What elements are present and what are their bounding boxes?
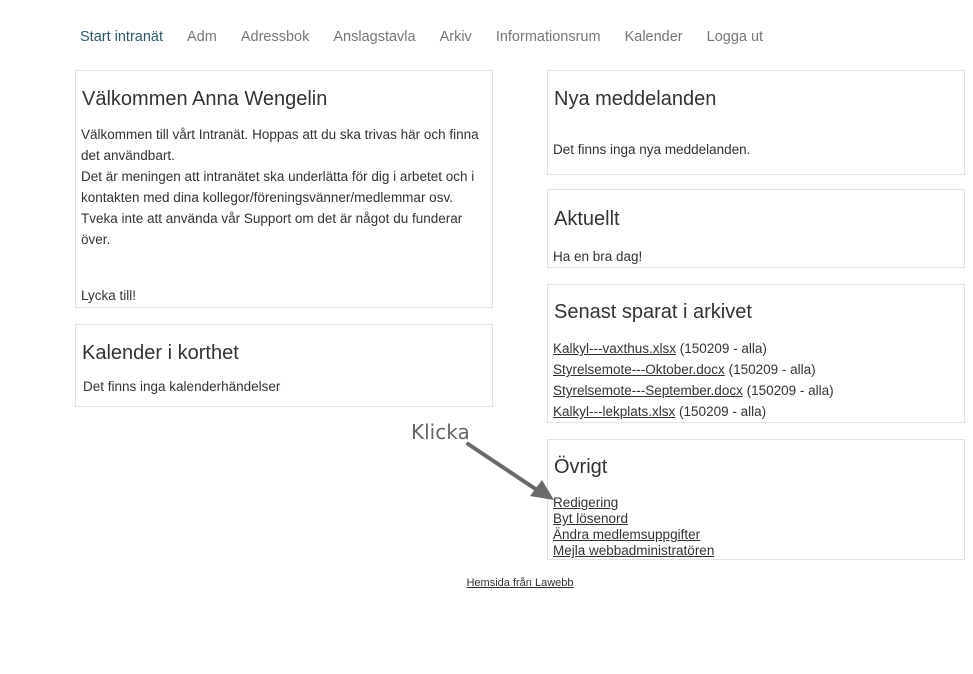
nav-arkiv[interactable]: Arkiv (439, 29, 472, 45)
archive-file-link[interactable]: Styrelsemote---Oktober.docx (553, 362, 725, 377)
archive-item-meta: (150209 - alla) (679, 404, 767, 419)
welcome-para-2: Det är meningen att intranätet ska underlätta för dig i arbetet och i kontakten med dina kollegor/föreningsvänner/medlemmar osv. (81, 169, 475, 205)
other-links (553, 495, 714, 559)
archive-list (553, 338, 834, 422)
nav-anslagstavla[interactable]: Anslagstavla (333, 29, 416, 45)
calendar-panel (75, 324, 493, 407)
archive-panel (547, 284, 965, 423)
archive-item (553, 380, 834, 401)
link-mejla-webbadministratoren[interactable]: Mejla webbadministratören (553, 543, 715, 558)
welcome-luck: Lycka till! (81, 288, 137, 303)
other-title: Övrigt (554, 456, 608, 478)
news-title: Nya meddelanden (554, 88, 717, 110)
archive-file-link[interactable]: Styrelsemote---September.docx (553, 383, 743, 398)
archive-item (553, 338, 834, 359)
archive-item-meta: (150209 - alla) (746, 383, 834, 398)
link-andra-medlemsuppgifter[interactable]: Ändra medlemsuppgifter (553, 527, 701, 542)
main-nav (80, 28, 787, 46)
calendar-title: Kalender i korthet (82, 342, 239, 364)
welcome-para-1: Välkommen till vårt Intranät. Hoppas att du ska trivas här och finna det användbart. (81, 127, 479, 163)
link-redigering[interactable]: Redigering (553, 495, 619, 510)
welcome-para-3: Tveka inte att använda vår Support om det är något du funderar över. (81, 211, 463, 247)
arrow-icon (460, 438, 560, 508)
footer (0, 577, 973, 589)
nav-kalender[interactable]: Kalender (624, 29, 683, 45)
archive-item (553, 401, 834, 422)
nav-logga-ut[interactable]: Logga ut (706, 29, 764, 45)
welcome-panel (75, 70, 493, 308)
archive-file-link[interactable]: Kalkyl---lekplats.xlsx (553, 404, 676, 419)
archive-title: Senast sparat i arkivet (554, 301, 752, 323)
archive-item (553, 359, 834, 380)
nav-start-intranat[interactable]: Start intranät (80, 29, 164, 45)
nav-adm[interactable]: Adm (187, 29, 217, 45)
current-title: Aktuellt (554, 208, 620, 230)
nav-informationsrum[interactable]: Informationsrum (495, 29, 601, 45)
nav-adressbok[interactable]: Adressbok (240, 29, 310, 45)
welcome-title: Välkommen Anna Wengelin (82, 88, 328, 110)
footer-link[interactable]: Hemsida från Lawebb (466, 577, 574, 589)
callout-label: Klicka (411, 420, 470, 444)
news-panel (547, 70, 965, 175)
welcome-text (81, 124, 486, 250)
archive-item-meta: (150209 - alla) (728, 362, 816, 377)
archive-item-meta: (150209 - alla) (679, 341, 767, 356)
calendar-empty-text: Det finns inga kalenderhändelser (83, 379, 281, 394)
other-panel (547, 439, 965, 560)
current-panel (547, 189, 965, 268)
link-byt-losenord[interactable]: Byt lösenord (553, 511, 629, 526)
news-empty-text: Det finns inga nya meddelanden. (553, 142, 751, 157)
current-text: Ha en bra dag! (553, 249, 643, 264)
archive-file-link[interactable]: Kalkyl---vaxthus.xlsx (553, 341, 677, 356)
